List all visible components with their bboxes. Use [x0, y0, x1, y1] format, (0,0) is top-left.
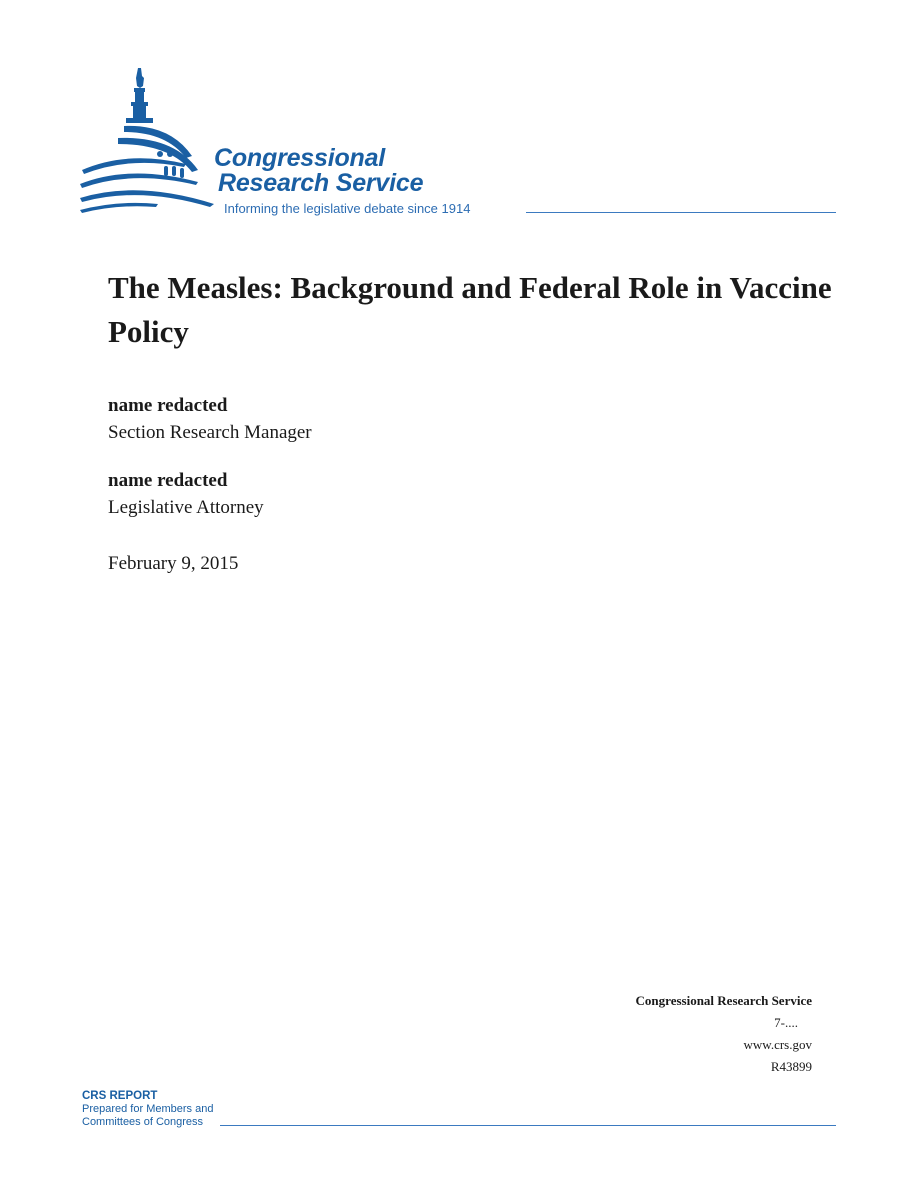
author-role: Legislative Attorney	[108, 497, 264, 518]
report-title: The Measles: Background and Federal Role in Vaccine Policy	[108, 270, 832, 349]
logo-line-research-service: Research Service	[218, 169, 424, 197]
report-label-heading: CRS REPORT	[82, 1090, 158, 1102]
author-block-1	[108, 392, 312, 446]
crs-logo	[78, 66, 528, 226]
report-label-line: Prepared for Members and	[82, 1103, 214, 1115]
logo-line-congressional: Congressional	[214, 144, 386, 172]
crs-website[interactable]: www.crs.gov	[743, 1037, 812, 1052]
logo-tagline: Informing the legislative debate since 1914	[224, 201, 471, 216]
crs-org-name: Congressional Research Service	[635, 993, 812, 1008]
author-block-2	[108, 467, 264, 521]
author-name: name redacted	[108, 395, 228, 416]
crs-contact-block	[636, 990, 812, 1078]
crs-phone: 7-....	[774, 1015, 798, 1030]
report-number: R43899	[770, 1059, 812, 1074]
crs-report-label	[82, 1090, 213, 1129]
capitol-dome-icon	[78, 66, 218, 216]
report-date: February 9, 2015	[108, 553, 239, 574]
footer-rule	[220, 1125, 836, 1126]
report-label-line: Committees of Congress	[82, 1116, 204, 1128]
author-role: Section Research Manager	[108, 422, 312, 443]
logo-wordmark	[214, 146, 423, 196]
header-rule	[526, 212, 836, 213]
author-name: name redacted	[108, 470, 228, 491]
